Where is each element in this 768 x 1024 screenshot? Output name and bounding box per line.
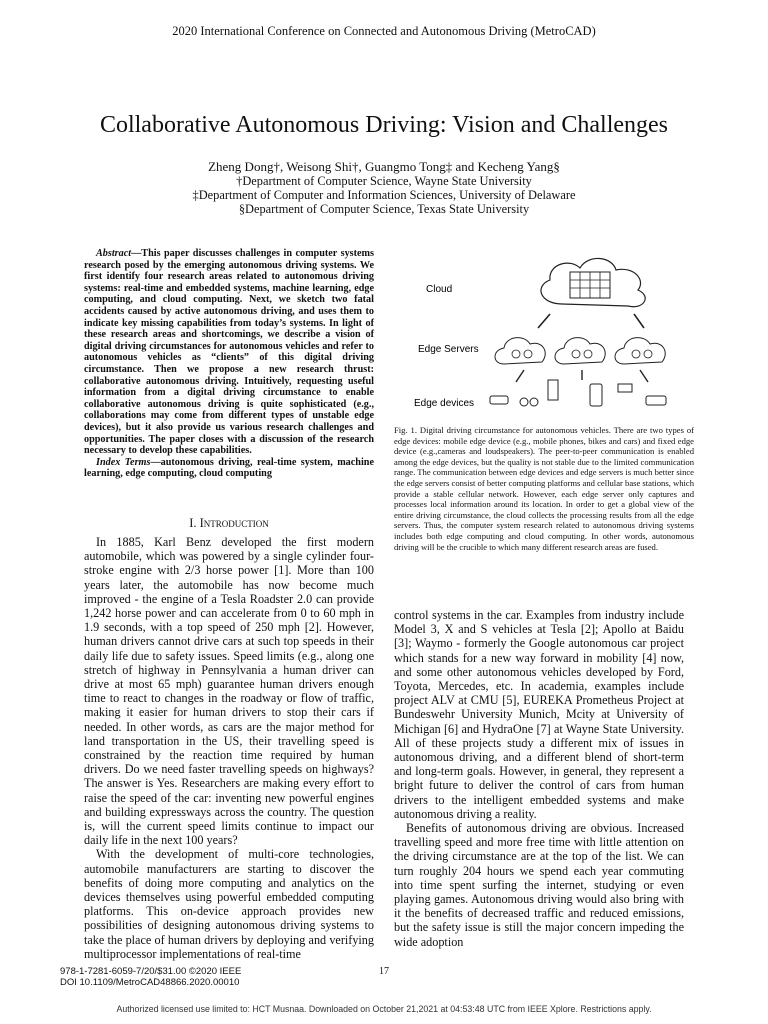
abstract: [84, 248, 374, 480]
paragraph: With the development of multi-core technologies, automobile manufacturers are starting to discover the benefits of doing more computing and analytics on the devices themselves using powerful embedded computing platforms. This on-device approach provides new possibilities of designing autonomous driving systems to take the place of human drivers by deploying and verifying multiprocessor implementations of real-time: [84, 847, 374, 961]
label-cloud: Cloud: [426, 284, 453, 295]
affiliation-3: §Department of Computer Science, Texas State University: [238, 202, 530, 216]
building-icon: [548, 380, 558, 400]
left-column-body: [84, 535, 374, 961]
arrow-icon: [634, 314, 644, 328]
car-icon: [490, 396, 508, 404]
author-names: Zheng Dong†, Weisong Shi†, Guangmo Tong‡ and Kecheng Yang§: [208, 159, 560, 174]
paragraph: control systems in the car. Examples from industry include Model 3, X and S vehicles at Tesla [2]; Apollo at Baidu [3]; Waymo - formerly the Google autonomous car project which stands for a new way forward in mobility [4] now, and some other autonomous vehicles developed by Ford, Toyota, Mercedes, etc. In academia, examples include project ALV at CMU [5], EUREKA Prometheus Project at Bundeswehr University Munich, Mcity at University of Michigan [6] and HydraOne [7] at Wayne State University. All of these projects study a different mix of issues in autonomous driving, and a different blend of short-term and long-term goals. However, in general, they represent a bright future to deliver the control of cars from human drivers to the intelligent embedded systems and make autonomous driving a reality.: [394, 608, 684, 821]
paragraph: In 1885, Karl Benz developed the first modern automobile, which was powered by a single cylinder four-stroke engine with 2/3 horse power [1]. More than 100 years later, the automobile has now become much improved - the engine of a Tesla Roadster 2.0 can provide 1,242 horse power and can accelerate from 0 to 60 mph in 1.9 seconds, with a top speed of 250 mph [2]. However, human drivers cannot drive cars at such top speeds in their daily life due to safety issues. Speed limits (e.g., along one stretch of highway in Pennsylvania a human driver can drive at most 65 mph) guarantee human drivers enough time to react to changes in the roadway or flow of traffic, making it easier for human drivers to stop their cars if needed. In other words, as cars are the major method for land transportation in the US, their travelling speed is constrained by the reaction time required by human drivers. Do we need faster travelling speeds on highways? The answer is Yes. Researchers are making every effort to raise the speed of the car: inventing new powerful engines and building expressways across the country. The question is, will the current speed limits continue to impact our daily life in the next 100 years?: [84, 535, 374, 848]
section-title: Introduction: [199, 516, 269, 530]
abstract-label: Abstract: [96, 248, 132, 259]
arrow-icon: [516, 370, 524, 382]
camera-icon: [618, 384, 632, 392]
paragraph: Benefits of autonomous driving are obvious. Increased travelling speed and more free time with little attention on the driving circumstance are at the top of the list. We can turn roughly 204 hours we spend each year commuting into time spent surfing the internet, studying or even playing games. Autonomous driving would also bring with it the benefits of decreased traffic and reduced emissions, but the safety issue is still the major concern impeding the wide adoption: [394, 821, 684, 949]
figure-diagram: [412, 252, 692, 417]
section-number: I.: [189, 516, 197, 530]
edge-server-2: [555, 338, 605, 364]
phone-icon: [590, 384, 602, 406]
license-notice: Authorized licensed use limited to: HCT Musnaa. Downloaded on October 21,2021 at 04:53:48 UTC from IEEE Xplore. Restrictions apply.: [116, 1004, 652, 1014]
page-number: 17: [379, 966, 389, 977]
affiliation-1: †Department of Computer Science, Wayne State University: [236, 174, 532, 188]
right-column-body: [394, 608, 684, 949]
edge-server-3: [615, 338, 665, 364]
section-heading: [84, 516, 374, 531]
isbn: 978-1-7281-6059-7/20/$31.00 ©2020 IEEE: [60, 966, 242, 977]
affiliation-2: ‡Department of Computer and Information Sciences, University of Delaware: [192, 188, 576, 202]
arrow-icon: [640, 370, 648, 382]
paper-title: Collaborative Autonomous Driving: Vision and Challenges: [99, 112, 669, 138]
doi: DOI 10.1109/MetroCAD48866.2020.00010: [60, 977, 240, 988]
index-terms-text: —autonomous driving, real-time system, machine learning, edge computing, cloud computing: [84, 456, 374, 480]
arrow-icon: [538, 314, 550, 328]
author-block: [0, 160, 768, 216]
label-edge-devices: Edge devices: [414, 398, 475, 409]
label-edge-servers: Edge Servers: [418, 344, 479, 355]
car-icon: [646, 396, 666, 405]
figure-caption: Fig. 1. Digital driving circumstance for autonomous vehicles. There are two types of edge devices: mobile edge device (e.g., mobile phones, bikes and cars) and fixed edge device (e.g.,cameras and loudspeakers). The peer-to-peer communication is enabled among the edge devices, but the quality is not stable due to the limited communication range. The communication between edge devices and edge servers is much better since the edge servers consist of better computing platforms and cellular base stations, which provide a stable cellular network. However, each edge server only captures and processes local information around its location. In order to get a global view of the entire driving circumstance, the cloud collects the processing results from all the edge servers. Thus, the computer system research related to autonomous driving systems includes both edge computing and cloud computing. In other words, autonomous driving will be the crucible to which many different research areas are fused.: [394, 425, 694, 552]
edge-server-1: [495, 338, 545, 364]
index-terms-label: Index Terms: [96, 456, 151, 468]
abstract-text: —This paper discusses challenges in computer systems research posed by the emerging autonomous driving systems. We first identify four research areas related to autonomous driving systems: real-time and embedded systems, machine learning, edge computing, and cloud computing. Next, we sketch two fatal accidents caused by active autonomous driving, and uses them to indicate key missing capabilities from today’s systems. In light of these research areas and shortcomings, we describe a vision of digital driving circumstances for autonomous vehicles and refer to autonomous vehicles as “clients” of this digital driving circumstance. Then we propose a new research thrust: collaborative autonomous driving. Intuitively, requesting useful information from a digital driving circumstance to enable collaborative autonomous driving is quite sophisticated (e.g., collaborations may come from different types of unstable edge devices), but it also provide us various research challenges and opportunities. The paper closes with a discussion of the research necessary to develop these capabilities.: [84, 248, 374, 457]
conference-header: 2020 International Conference on Connected and Autonomous Driving (MetroCAD): [172, 24, 596, 38]
bike-icon: [520, 398, 528, 406]
